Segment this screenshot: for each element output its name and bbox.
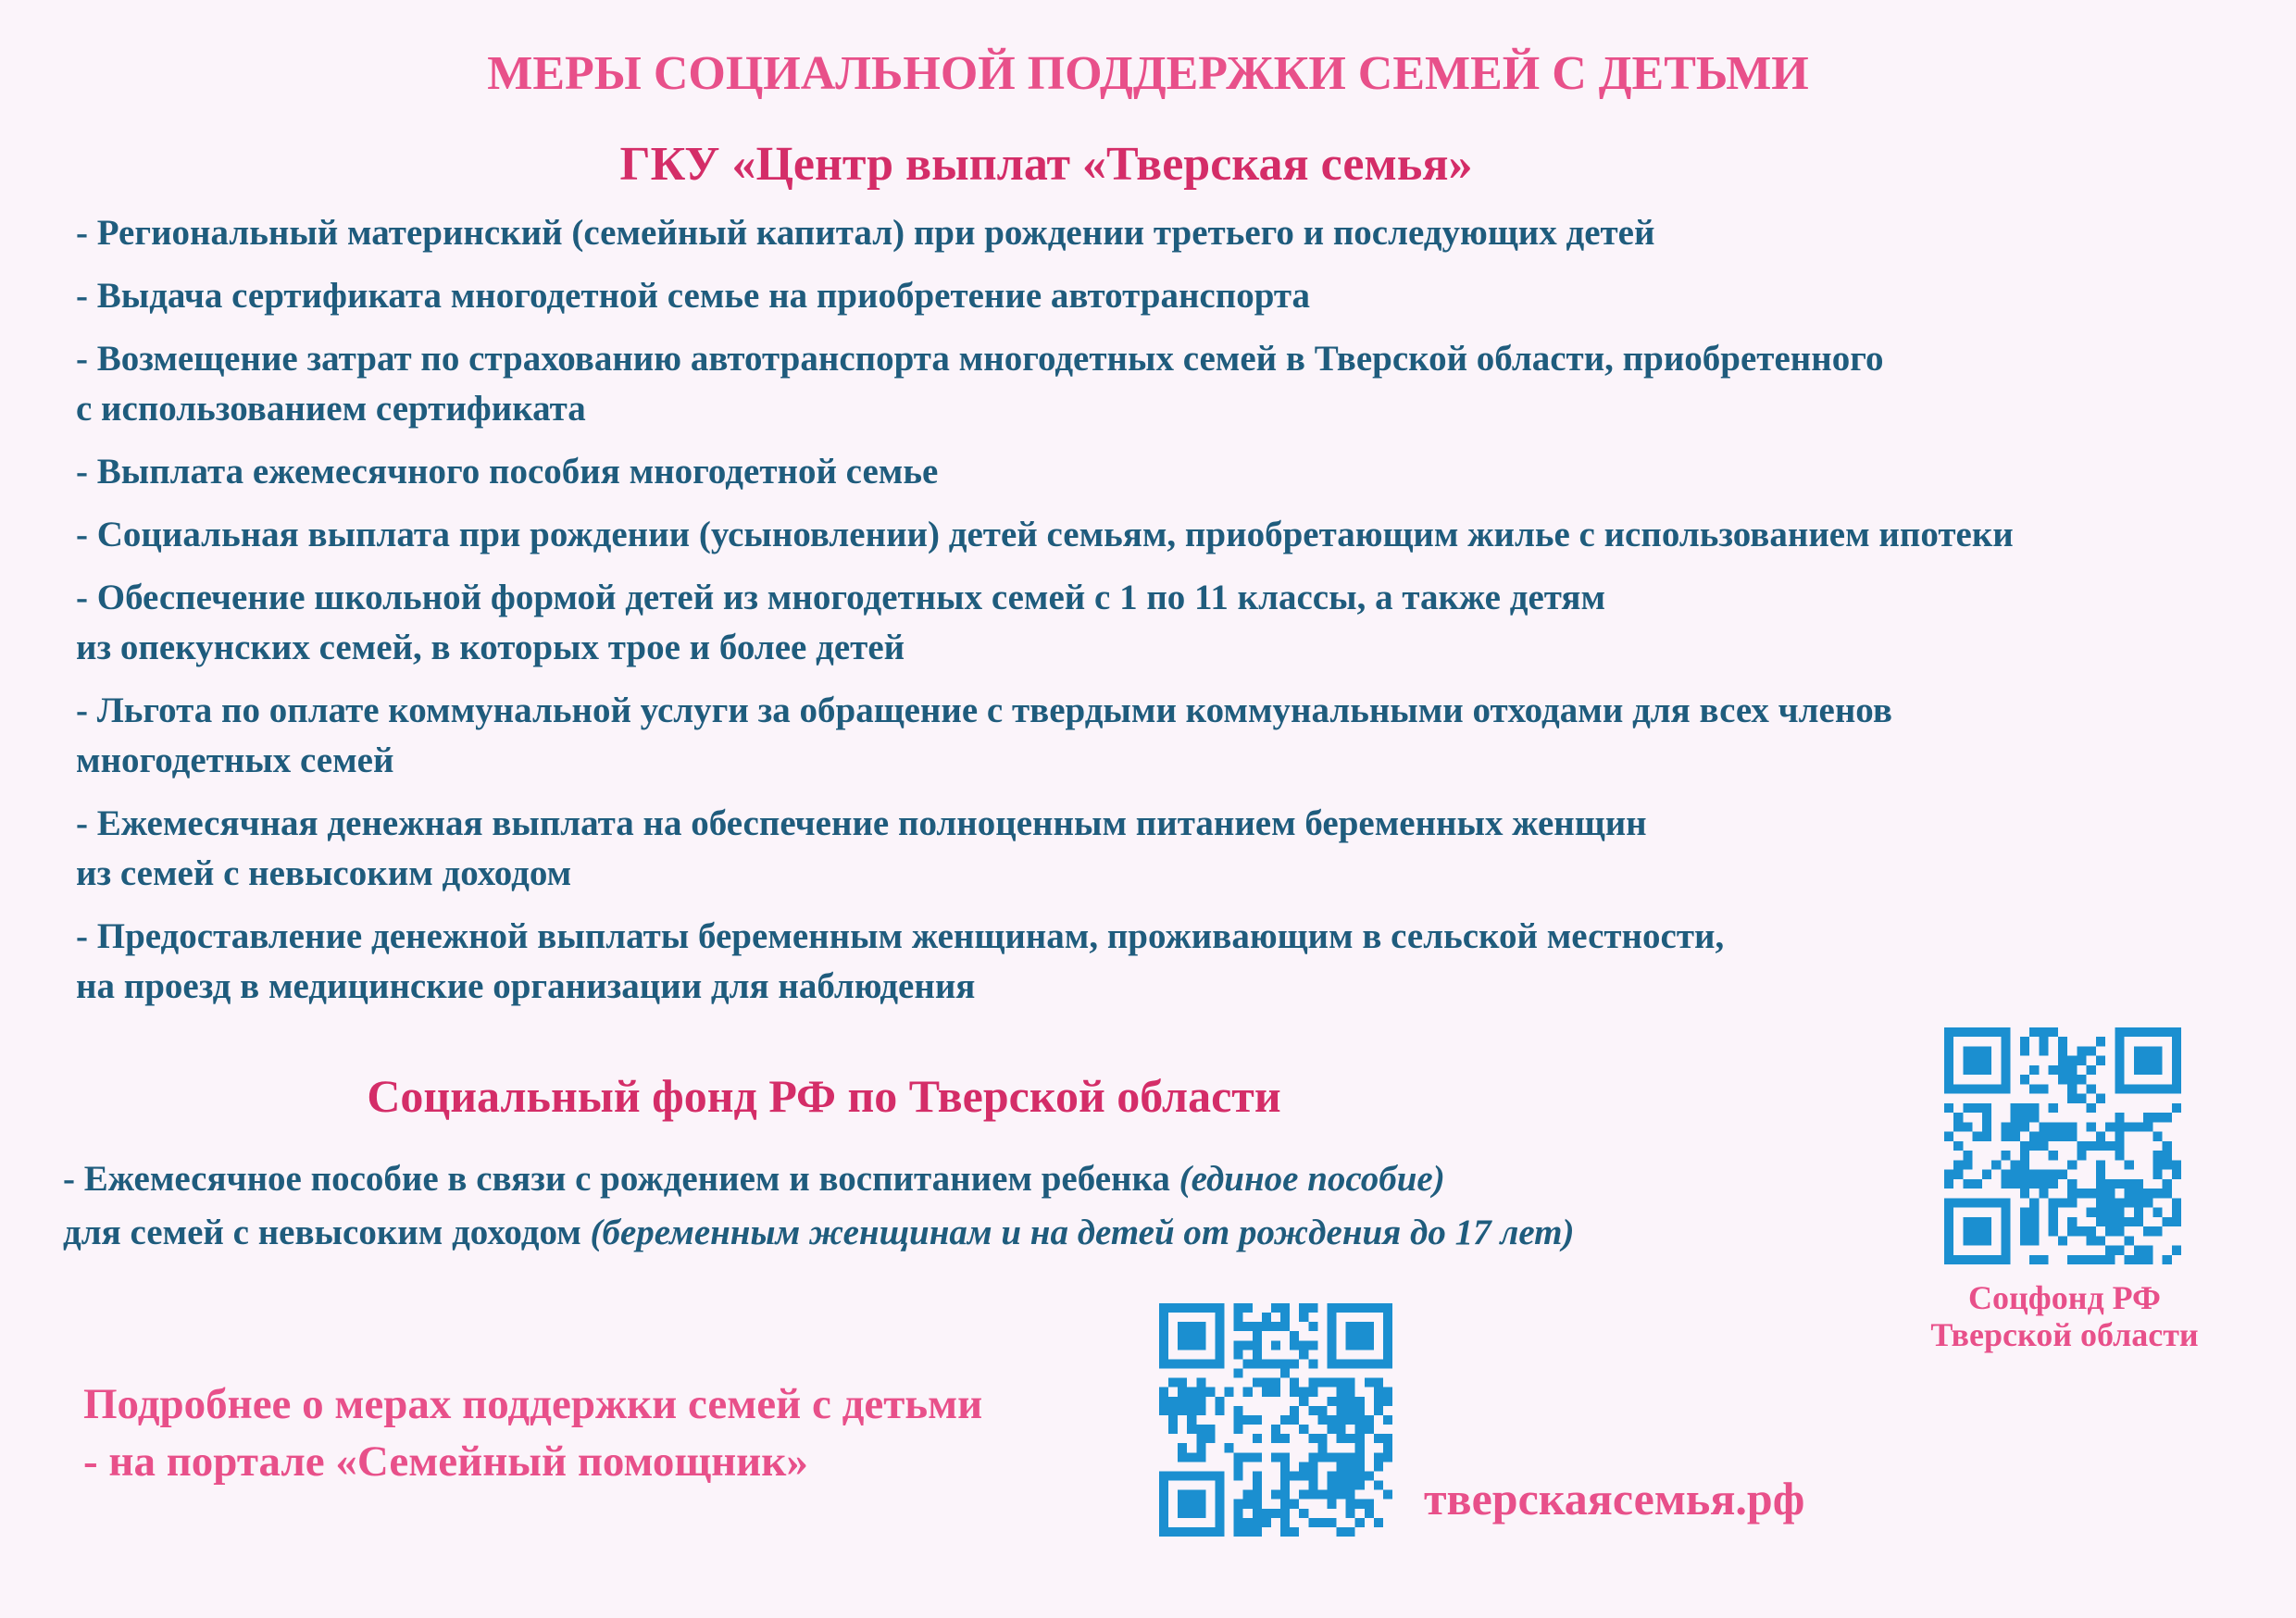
benefit-line-1 <box>63 1152 1915 1206</box>
qr-code-icon[interactable] <box>1159 1303 1392 1537</box>
qr-code-icon[interactable] <box>1944 1027 2181 1264</box>
portal-link[interactable]: тверскаясемья.рф <box>1424 1473 1805 1525</box>
benefit-line-2 <box>63 1206 1915 1260</box>
social-fund-benefit <box>63 1152 1915 1260</box>
list-item: - Возмещение затрат по страхованию автотранспорта многодетных семей в Тверской области, приобретенного с использованием сертификата <box>76 339 1884 429</box>
more-info <box>83 1375 1148 1490</box>
list-item: - Выдача сертификата многодетной семье на приобретение автотранспорта <box>76 276 1311 316</box>
benefit-note: (беременным женщинам и на детей от рождения до 17 лет) <box>590 1213 1575 1252</box>
organization-title: ГКУ «Центр выплат «Тверская семья» <box>619 138 1473 191</box>
page-title: МЕРЫ СОЦИАЛЬНОЙ ПОДДЕРЖКИ СЕМЕЙ С ДЕТЬМИ <box>487 47 1809 100</box>
social-fund-title: Социальный фонд РФ по Тверской области <box>367 1070 1281 1122</box>
list-item: - Льгота по оплате коммунальной услуги за обращение с твердыми коммунальными отходами для всех членов многодетных семей <box>76 691 1892 780</box>
qr-caption-line: Тверской области <box>1930 1316 2199 1353</box>
measures-list <box>76 208 2205 1025</box>
qr-caption-line: Соцфонд РФ <box>1968 1279 2161 1316</box>
more-info-line: - на портале «Семейный помощник» <box>83 1438 808 1486</box>
list-item: - Ежемесячная денежная выплата на обеспечение полноценным питанием беременных женщин из семей с невысоким доходом <box>76 803 1647 893</box>
more-info-line: Подробнее о мерах поддержки семей с детьми <box>83 1380 983 1428</box>
qr-caption <box>1907 1279 2222 1353</box>
list-item: - Социальная выплата при рождении (усыновлении) детей семьям, приобретающим жилье с использованием ипотеки <box>76 515 2014 554</box>
list-item: - Предоставление денежной выплаты беременным женщинам, проживающим в сельской местности, на проезд в медицинские организации для наблюдения <box>76 916 1725 1006</box>
benefit-note: (единое пособие) <box>1179 1159 1445 1199</box>
list-item: - Региональный материнский (семейный капитал) при рождении третьего и последующих детей <box>76 213 1655 253</box>
benefit-text: - Ежемесячное пособие в связи с рождением и воспитанием ребенка <box>63 1159 1179 1199</box>
benefit-text: для семей с невысоким доходом <box>63 1213 591 1252</box>
list-item: - Обеспечение школьной формой детей из многодетных семей с 1 по 11 классы, а также детям из опекунских семей, в которых трое и более детей <box>76 578 1606 667</box>
list-item: - Выплата ежемесячного пособия многодетной семье <box>76 452 939 492</box>
